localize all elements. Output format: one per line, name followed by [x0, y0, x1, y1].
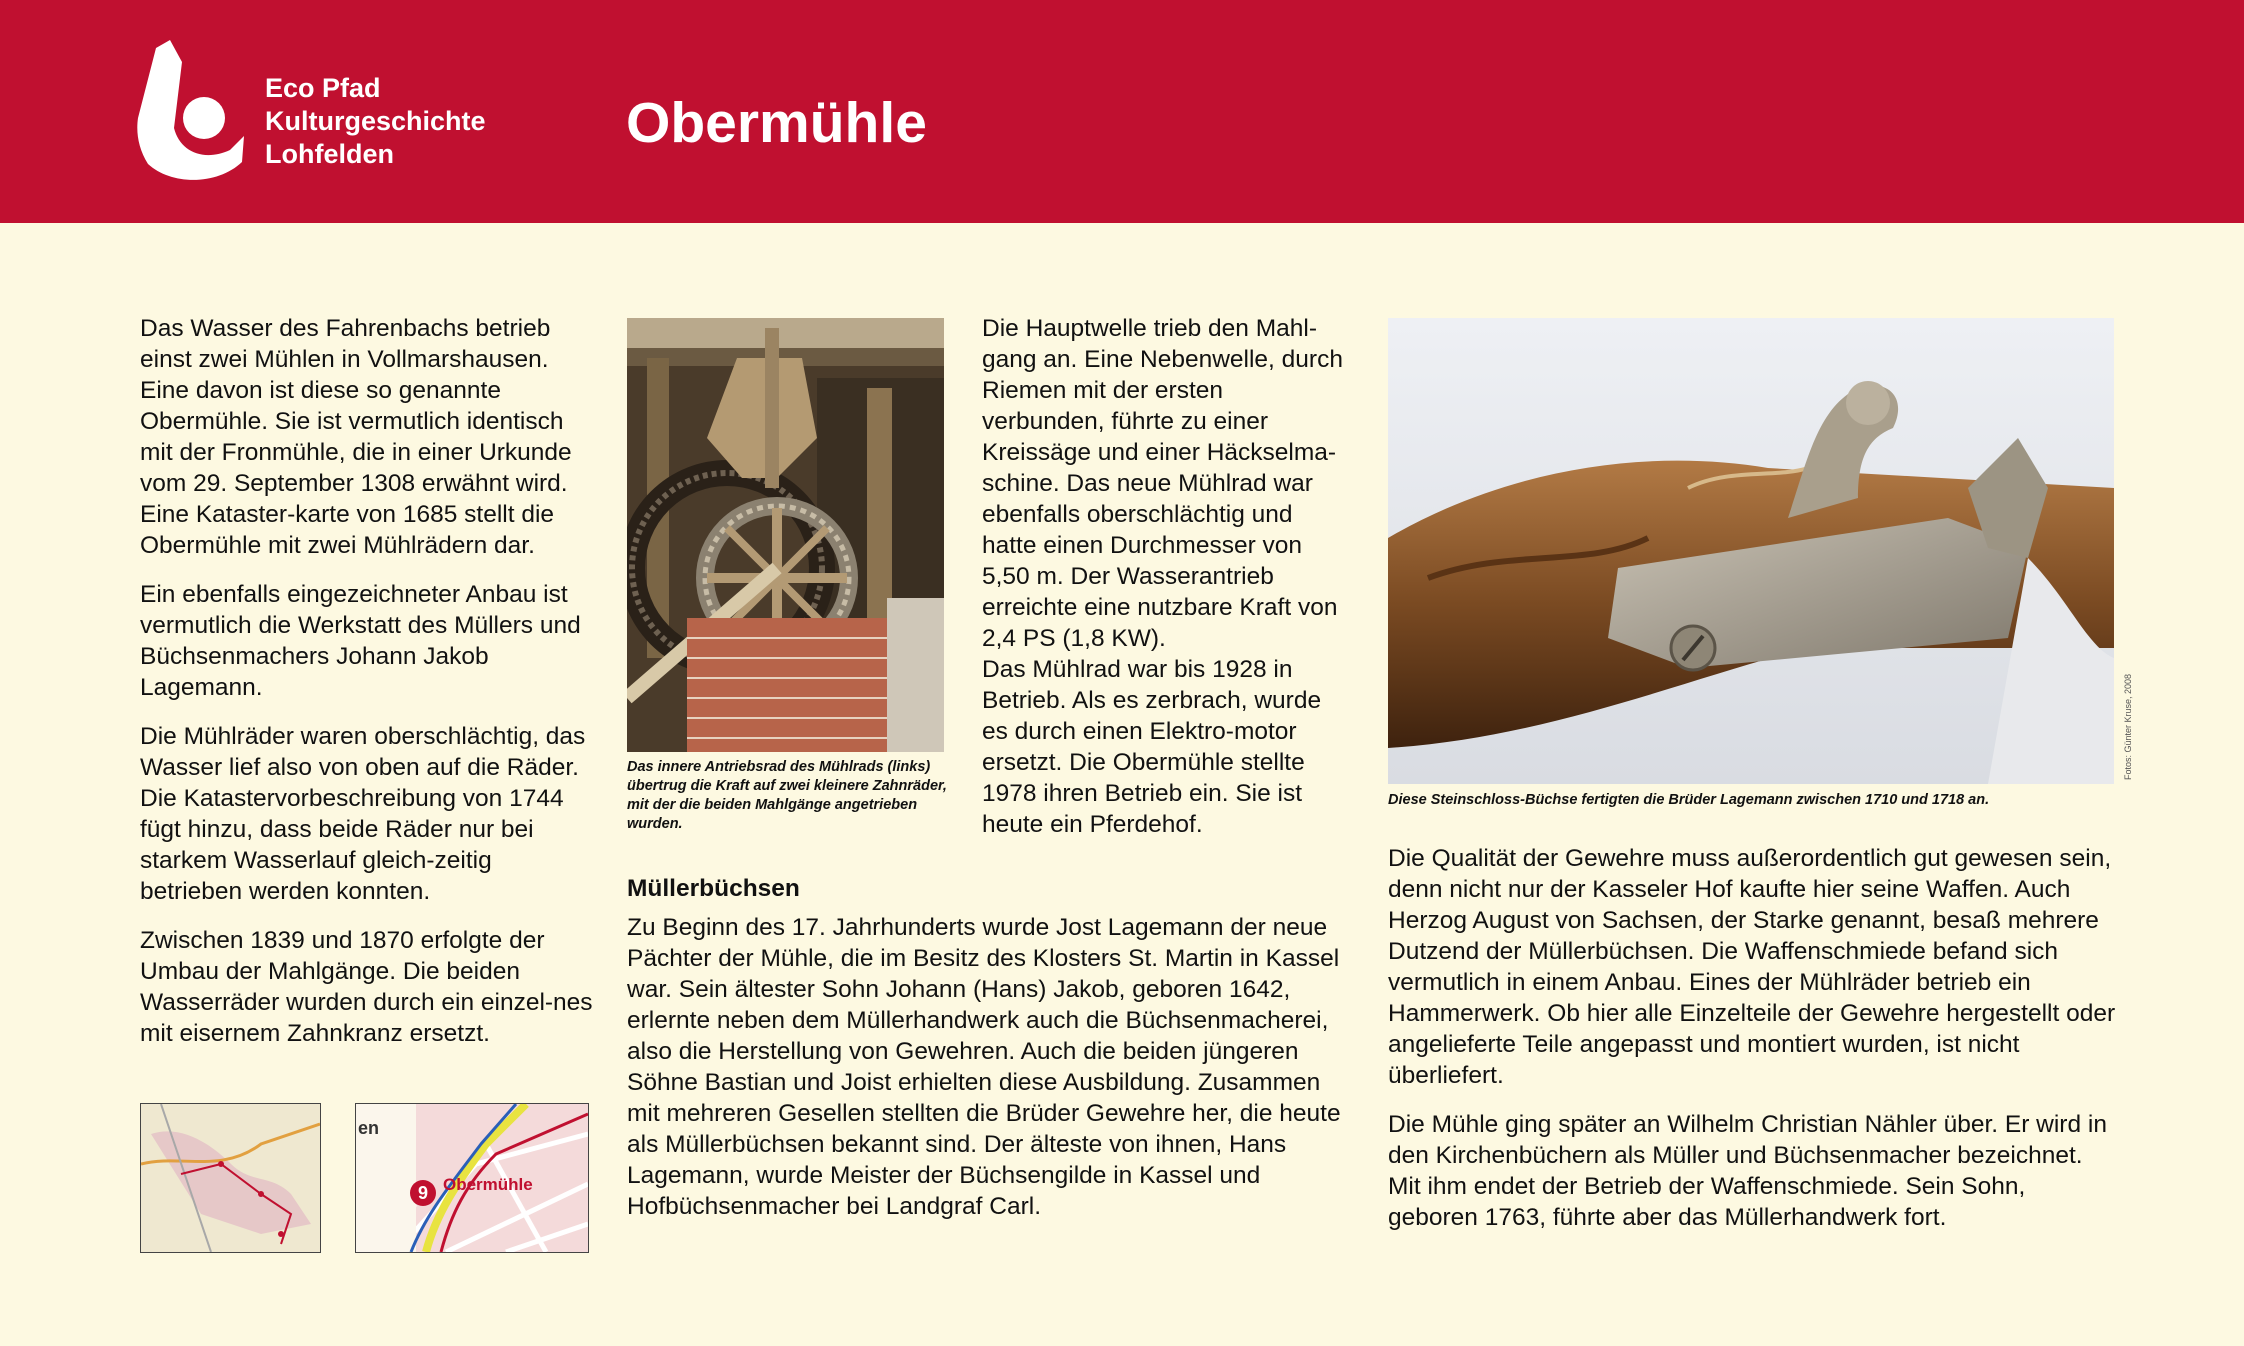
brand-line-3: Lohfelden — [265, 139, 394, 169]
brand-name — [265, 72, 486, 171]
mill-gear-photo — [627, 318, 944, 752]
brand-line-2: Kulturgeschichte — [265, 106, 486, 136]
station-number-badge: 9 — [410, 1180, 436, 1206]
detail-map — [355, 1103, 589, 1253]
brand-line-1: Eco Pfad — [265, 73, 381, 103]
flintlock-rifle-photo — [1388, 318, 2114, 784]
history-column — [1388, 843, 2118, 1251]
muellerbuechsen-paragraph: Zu Beginn des 17. Jahrhunderts wurde Jost Lagemann der neue Pächter der Mühle, die im Besitz des Klosters St. Martin in Kassel war. Sein ältester Sohn Johann (Hans) Jakob, geboren 1642, erlernte neben dem Müllerhandwerk auch die Büchsenmacherei, also die Herstellung von Gewehren. Auch die beiden jüngeren Söhne Bastian und Joist erhielten diese Ausbildung. Zusammen mit mehreren Gesellen stellten die Brüder Gewehre her, die heute als Müllerbüchsen bekannt sind. Der älteste von ihnen, Hans Lagemann, wurde Meister der Büchsengilde in Kassel und Hofbüchsenmacher bei Landgraf Carl. — [627, 914, 1341, 1220]
intro-paragraph-1: Das Wasser des Fahrenbachs betrieb einst zwei Mühlen in Vollmarshausen. Eine davon ist diese so genannte Obermühle. Sie ist vermutlich identisch mit der Fronmühle, die in einer Urkunde vom 29. September 1308 erwähnt wird. Eine Kataster-karte von 1685 stellt die Obermühle mit zwei Mühlrädern dar. — [140, 315, 572, 559]
muellerbuechsen-section — [627, 873, 1347, 1240]
intro-paragraph-2: Ein ebenfalls eingezeichneter Anbau ist vermutlich die Werkstatt des Müllers und Büchsenmachers Johann Jakob Lagemann. — [140, 581, 581, 701]
history-paragraph-1: Die Qualität der Gewehre muss außerordentlich gut gewesen sein, denn nicht nur der Kasseler Hof kaufte hier seine Waffen. Auch Herzog August von Sachsen, der Starke genannt, besaß mehrere Dutzend der Müllerbüchsen. Die Waffenschmiede befand sich vermutlich in einem Anbau. Eines der Mühlräder betrieb ein Hammerwerk. Ob hier alle Einzelteile der Gewehre hergestellt oder angelieferte Teile angepasst und montiert wurden, ist nicht überliefert. — [1388, 845, 2116, 1089]
intro-paragraph-3: Die Mühlräder waren oberschlächtig, das Wasser lief also von oben auf die Räder. Die Katastervorbeschreibung von 1744 fügt hinzu, dass beide Räder nur bei starkem Wasserlauf gleich-zeitig betrieben werden konnten. — [140, 723, 586, 905]
mill-photo-caption: Das innere Antriebsrad des Mühlrads (links) übertrug die Kraft auf zwei kleinere Zahnräder, mit der die beiden Mahlgänge angetrieben wurden. — [627, 759, 947, 832]
technical-paragraph-1: Die Hauptwelle trieb den Mahl-gang an. Eine Nebenwelle, durch Riemen mit der ersten verbunden, führte zu einer Kreissäge und einer Häckselma-schine. Das neue Mühlrad war ebenfalls oberschlächtig und hatte einen Durchmesser von 5,50 m. Der Wasserantrieb erreichte eine nutzbare Kraft von 2,4 PS (1,8 KW). — [982, 315, 1343, 652]
station-label: Obermühle — [443, 1175, 533, 1194]
overview-map — [140, 1103, 321, 1253]
section-heading: Müllerbüchsen — [627, 875, 800, 902]
rifle-photo-caption: Diese Steinschloss-Büchse fertigten die Brüder Lagemann zwischen 1710 und 1718 an. — [1388, 792, 1990, 808]
technical-column — [982, 313, 1352, 858]
overview-map-graphic — [141, 1104, 320, 1252]
intro-column — [140, 313, 600, 1067]
map-edge-text: en — [358, 1118, 380, 1138]
history-paragraph-2: Die Mühle ging später an Wilhelm Christian Nähler über. Er wird in den Kirchenbüchern als Müller und Büchsenmacher bezeichnet. Mit ihm endet der Betrieb der Waffenschmiede. Sein Sohn, geboren 1763, führte aber das Müllerhandwerk fort. — [1388, 1111, 2107, 1231]
photo-credit: Fotos: Günter Kruse, 2008 — [2123, 673, 2133, 780]
intro-paragraph-4: Zwischen 1839 und 1870 erfolgte der Umbau der Mahlgänge. Die beiden Wasserräder wurden durch ein einzel-nes mit eisernem Zahnkranz ersetzt. — [140, 927, 593, 1047]
header-banner — [0, 0, 2244, 223]
page-title: Obermühle — [626, 91, 927, 155]
technical-paragraph-2: Das Mühlrad war bis 1928 in Betrieb. Als es zerbrach, wurde es durch einen Elektro-motor ersetzt. Die Obermühle stellte 1978 ihren Betrieb ein. Sie ist heute ein Pferdehof. — [982, 656, 1322, 838]
eco-pfad-logo-icon — [134, 40, 244, 185]
